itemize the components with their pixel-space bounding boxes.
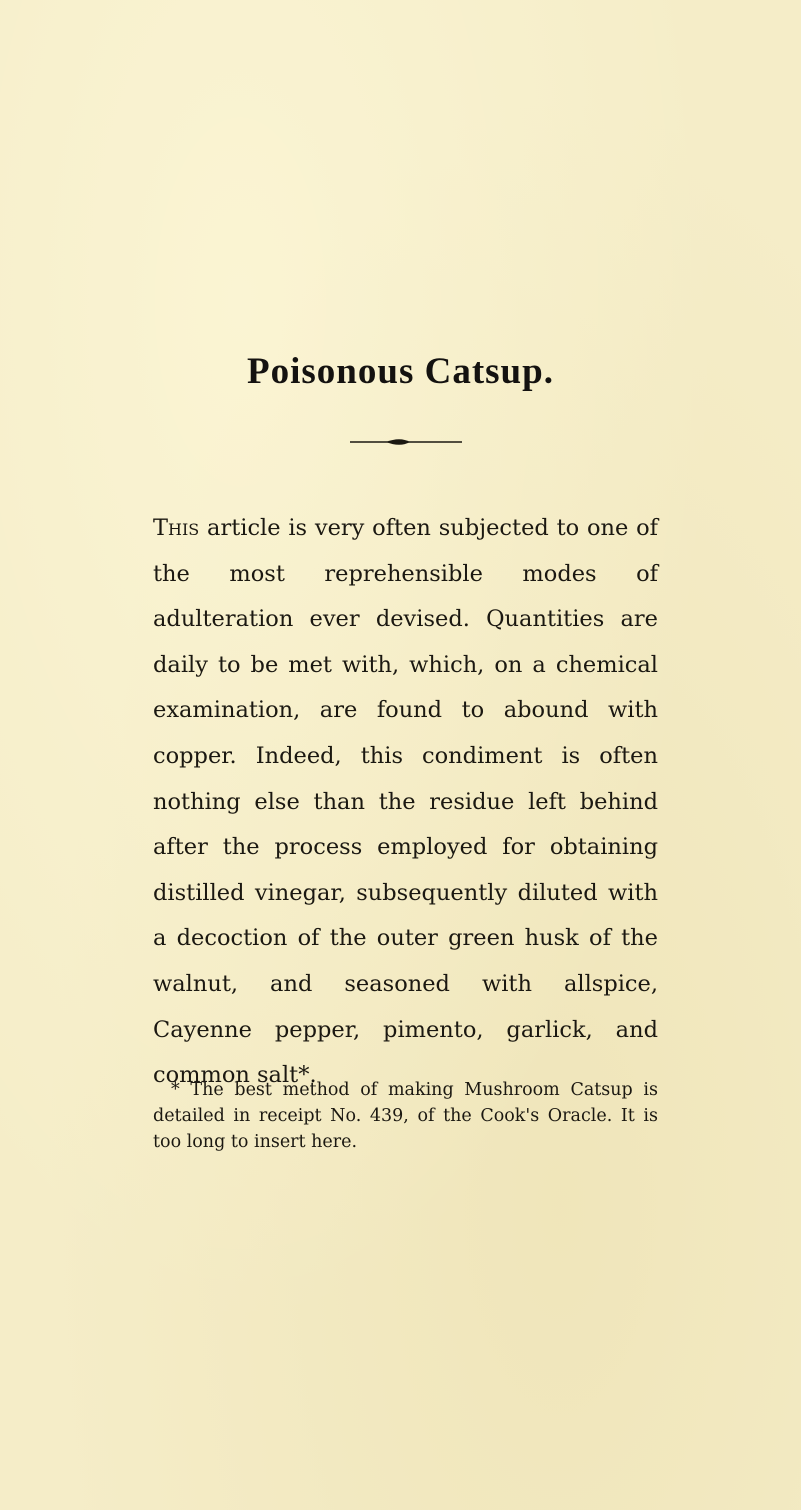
- paragraph-lead-word: This: [153, 515, 200, 541]
- page-title: Poisonous Catsup.: [247, 351, 554, 392]
- paragraph-text: article is very often subjected to one of the most reprehensible modes of adulteration ever devised. Quantities are daily to be met with, which, on a chemical examination, are found to abound with copper. Indeed, this condiment is often nothing else than the residue left behind after the process employed for obtaining distilled vinegar, subsequently diluted with a decoction of the outer green husk of the walnut, and seasoned with allspice, Cayenne pepper, pimento, garlick, and common salt*.: [153, 515, 658, 1089]
- ornamental-rule-icon: [350, 436, 462, 448]
- footnote: * The best method of making Mushroom Catsup is detailed in receipt No. 439, of the Cook's Oracle. It is too long to insert here.: [153, 1080, 658, 1152]
- article-paragraph: [153, 506, 658, 1099]
